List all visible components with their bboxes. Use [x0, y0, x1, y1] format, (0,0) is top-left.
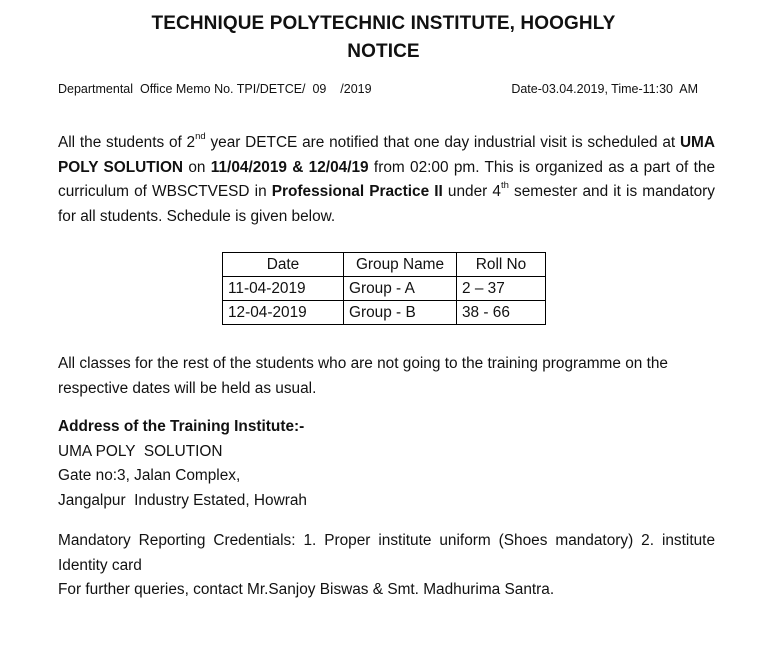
credentials-block	[58, 529, 715, 603]
company-name: UMA POLY SOLUTION	[58, 134, 715, 176]
credentials-text: Mandatory Reporting Credentials: 1. Proper institute uniform (Shoes mandatory) 2. institute Identity card	[58, 532, 715, 574]
address-block	[58, 415, 715, 513]
subject-name: Professional Practice II	[271, 183, 443, 200]
header-roll-no: Roll No	[457, 253, 546, 277]
notice-heading: NOTICE	[347, 41, 420, 62]
intro-sup-th: th	[500, 179, 509, 191]
intro-paragraph	[58, 131, 715, 229]
visit-dates: 11/04/2019 & 12/04/19	[210, 158, 369, 176]
address-line-2: Gate no:3, Jalan Complex,	[58, 467, 241, 484]
header-group-name: Group Name	[344, 253, 457, 277]
intro-text-2: year DETCE are notified that one day industrial visit is scheduled at	[205, 134, 680, 151]
intro-text-1: All the students of 2	[58, 134, 196, 151]
row-date: 12-04-2019	[223, 301, 344, 325]
table-header-row	[223, 253, 546, 277]
intro-text-4: from 02:00 pm. This is organized as a part of the curriculum of WBSCTVESD in	[58, 158, 716, 200]
institute-title: TECHNIQUE POLYTECHNIC INSTITUTE, HOOGHLY	[151, 13, 616, 34]
row-roll: 2 – 37	[457, 277, 546, 301]
memo-line	[58, 82, 698, 96]
memo-datetime: Date-03.04.2019, Time-11:30 AM	[511, 82, 698, 96]
header-date: Date	[223, 253, 344, 277]
schedule-table	[222, 252, 546, 325]
table-row	[223, 277, 546, 301]
row-group: Group - A	[344, 277, 457, 301]
memo-number: Departmental Office Memo No. TPI/DETCE/ 09 /2019	[58, 82, 372, 96]
table-row	[223, 301, 546, 325]
contact-text: For further queries, contact Mr.Sanjoy Biswas & Smt. Madhurima Santra.	[58, 581, 555, 598]
classes-note: All classes for the rest of the students who are not going to the training programme on the respective dates will be held as usual.	[58, 355, 668, 397]
intro-sup-nd: nd	[195, 130, 206, 142]
intro-text-6: semester and it is mandatory for all students. Schedule is given below.	[58, 183, 716, 225]
intro-text-5: under 4	[442, 183, 501, 200]
address-heading: Address of the Training Institute:-	[58, 418, 305, 435]
row-date: 11-04-2019	[223, 277, 344, 301]
intro-text-3: on	[183, 158, 211, 176]
row-roll: 38 - 66	[457, 301, 546, 325]
address-line-1: UMA POLY SOLUTION	[58, 442, 223, 460]
address-line-3: Jangalpur Industry Estated, Howrah	[58, 491, 307, 509]
row-group: Group - B	[344, 301, 457, 325]
